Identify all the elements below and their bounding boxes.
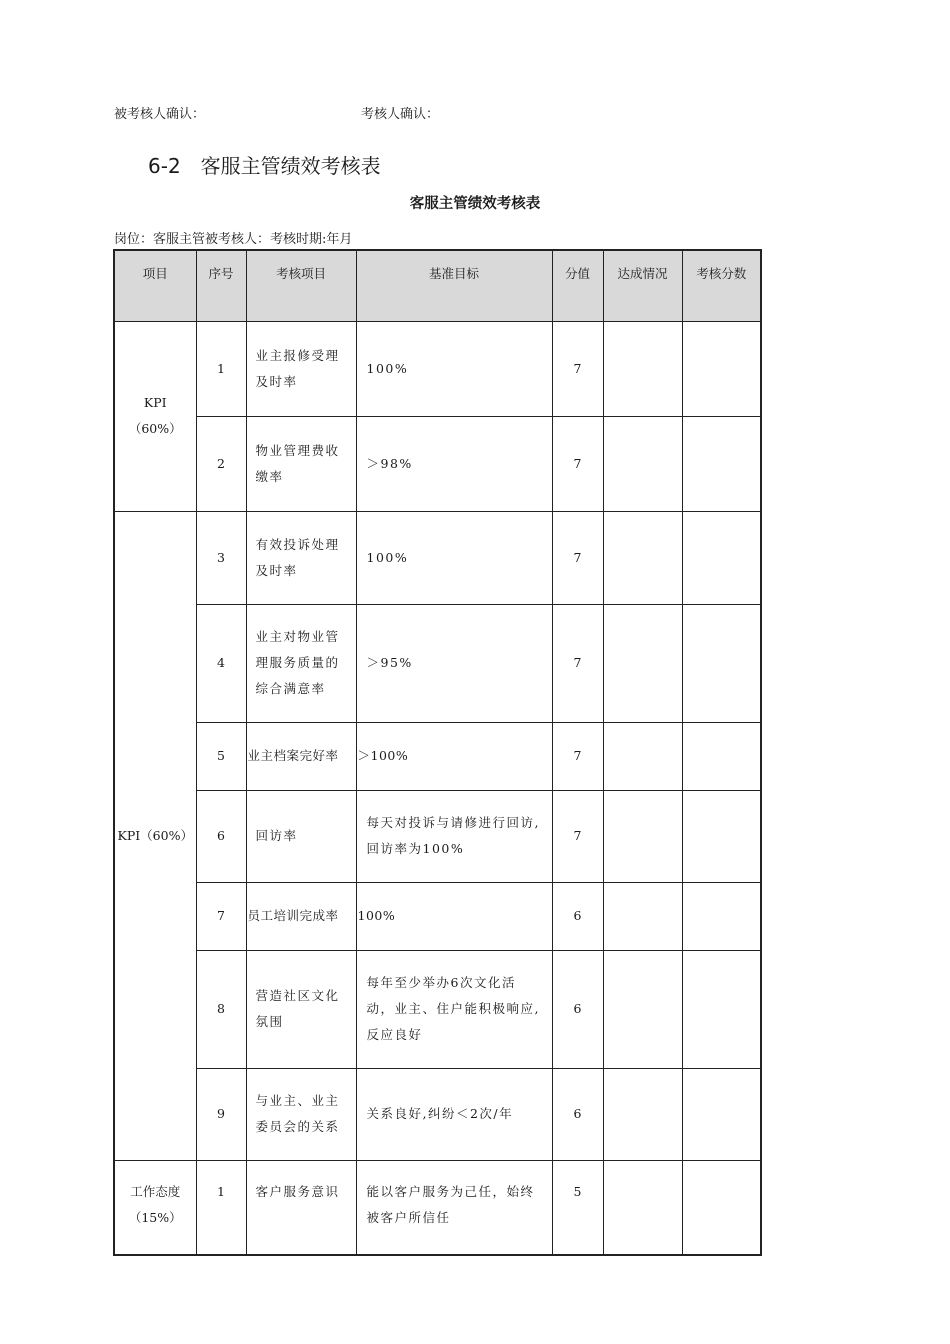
target-cell: 100% <box>356 882 552 950</box>
table-row <box>114 722 761 790</box>
table-row <box>114 321 761 416</box>
achieved-cell[interactable] <box>603 511 682 604</box>
score-cell: 7 <box>552 604 603 722</box>
item-cell: 客户服务意识 <box>246 1160 356 1255</box>
table-row <box>114 604 761 722</box>
achieved-cell[interactable] <box>603 790 682 882</box>
item-cell: 回访率 <box>246 790 356 882</box>
header-target: 基准目标 <box>356 250 552 321</box>
group-label: 工作态度（15%） <box>114 1160 196 1255</box>
table-title: 客服主管绩效考核表 <box>409 196 541 212</box>
seq-cell: 5 <box>196 722 246 790</box>
item-cell: 业主报修受理及时率 <box>246 321 356 416</box>
group-label: KPI（60%） <box>114 511 196 1160</box>
table-row <box>114 416 761 511</box>
header-achieved: 达成情况 <box>603 250 682 321</box>
achieved-cell[interactable] <box>603 722 682 790</box>
table-row <box>114 950 761 1068</box>
item-cell: 业主对物业管理服务质量的综合满意率 <box>246 604 356 722</box>
item-cell: 物业管理费收缴率 <box>246 416 356 511</box>
item-cell: 业主档案完好率 <box>246 722 356 790</box>
seq-cell: 4 <box>196 604 246 722</box>
achieved-cell[interactable] <box>603 604 682 722</box>
score-cell: 5 <box>552 1160 603 1255</box>
result-cell[interactable] <box>682 604 761 722</box>
score-cell: 7 <box>552 790 603 882</box>
meta-line: 岗位：客服主管被考核人：考核时期:年月 <box>114 232 353 247</box>
assessor-confirm-label: 考核人确认： <box>361 107 440 122</box>
score-cell: 7 <box>552 416 603 511</box>
result-cell[interactable] <box>682 882 761 950</box>
score-cell: 6 <box>552 1068 603 1160</box>
result-cell[interactable] <box>682 511 761 604</box>
target-cell: ＞95% <box>356 604 552 722</box>
achieved-cell[interactable] <box>603 882 682 950</box>
seq-cell: 1 <box>196 321 246 416</box>
seq-cell: 8 <box>196 950 246 1068</box>
score-cell: 6 <box>552 882 603 950</box>
seq-cell: 3 <box>196 511 246 604</box>
target-cell: 关系良好,纠纷＜2次/年 <box>356 1068 552 1160</box>
section-heading <box>148 150 381 179</box>
seq-cell: 9 <box>196 1068 246 1160</box>
result-cell[interactable] <box>682 1068 761 1160</box>
result-cell[interactable] <box>682 950 761 1068</box>
target-cell: 100% <box>356 511 552 604</box>
item-cell: 有效投诉处理及时率 <box>246 511 356 604</box>
score-cell: 7 <box>552 511 603 604</box>
result-cell[interactable] <box>682 722 761 790</box>
header-row <box>114 250 761 321</box>
kpi-assessment-table <box>113 249 762 1256</box>
result-cell[interactable] <box>682 1160 761 1255</box>
header-seq: 序号 <box>196 250 246 321</box>
achieved-cell[interactable] <box>603 416 682 511</box>
score-cell: 7 <box>552 321 603 416</box>
item-cell: 员工培训完成率 <box>246 882 356 950</box>
achieved-cell[interactable] <box>603 321 682 416</box>
seq-cell: 6 <box>196 790 246 882</box>
table-row <box>114 882 761 950</box>
seq-cell: 7 <box>196 882 246 950</box>
group-label: KPI（60%） <box>114 321 196 511</box>
target-cell: ＞98% <box>356 416 552 511</box>
result-cell[interactable] <box>682 321 761 416</box>
header-score: 分值 <box>552 250 603 321</box>
target-cell: 100% <box>356 321 552 416</box>
target-cell: 每天对投诉与请修进行回访,回访率为100% <box>356 790 552 882</box>
achieved-cell[interactable] <box>603 950 682 1068</box>
header-item: 考核项目 <box>246 250 356 321</box>
table-row <box>114 1068 761 1160</box>
section-number: 6-2 <box>148 154 181 178</box>
seq-cell: 1 <box>196 1160 246 1255</box>
result-cell[interactable] <box>682 416 761 511</box>
score-cell: 7 <box>552 722 603 790</box>
header-result: 考核分数 <box>682 250 761 321</box>
seq-cell: 2 <box>196 416 246 511</box>
score-cell: 6 <box>552 950 603 1068</box>
result-cell[interactable] <box>682 790 761 882</box>
target-cell: ＞100% <box>356 722 552 790</box>
item-cell: 与业主、业主委员会的关系 <box>246 1068 356 1160</box>
target-cell: 每年至少举办6次文化活动，业主、住户能积极响应,反应良好 <box>356 950 552 1068</box>
assessee-confirm-label: 被考核人确认： <box>114 107 206 122</box>
section-title: 客服主管绩效考核表 <box>200 154 381 178</box>
table-row <box>114 790 761 882</box>
achieved-cell[interactable] <box>603 1160 682 1255</box>
target-cell: 能以客户服务为己任，始终被客户所信任 <box>356 1160 552 1255</box>
table-row <box>114 1160 761 1255</box>
header-category: 项目 <box>114 250 196 321</box>
achieved-cell[interactable] <box>603 1068 682 1160</box>
item-cell: 营造社区文化氛围 <box>246 950 356 1068</box>
table-row <box>114 511 761 604</box>
